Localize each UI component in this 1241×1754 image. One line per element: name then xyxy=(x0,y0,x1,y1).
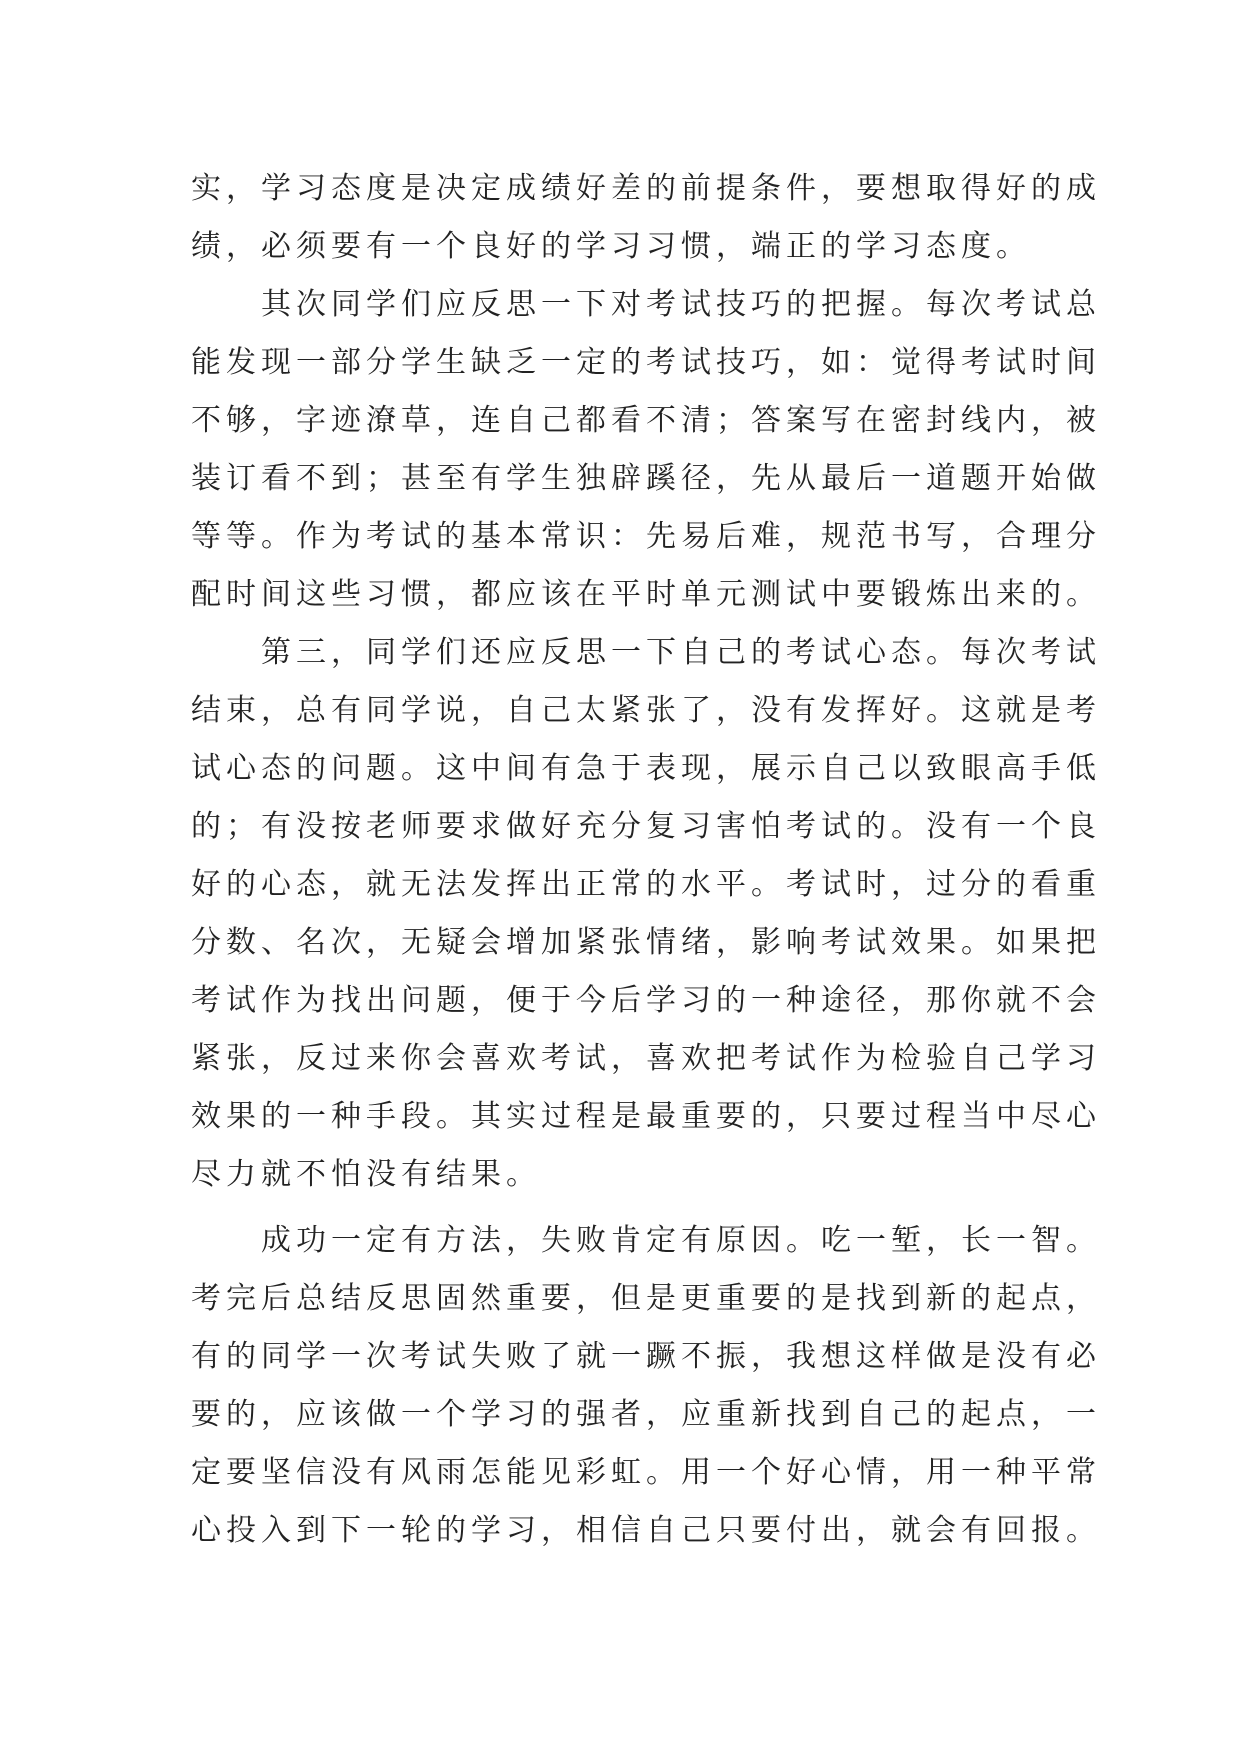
text-line: 试心态的问题。这中间有急于表现，展示自己以致眼高手低 xyxy=(191,751,1101,786)
text-line: 其次同学们应反思一下对考试技巧的把握。每次考试总 xyxy=(191,287,1101,322)
text-line: 的；有没按老师要求做好充分复习害怕考试的。没有一个良 xyxy=(191,809,1101,844)
text-line: 紧张，反过来你会喜欢考试，喜欢把考试作为检验自己学习 xyxy=(191,1041,1101,1076)
text-line: 心投入到下一轮的学习，相信自己只要付出，就会有回报。 xyxy=(191,1513,1101,1548)
text-line: 考完后总结反思固然重要，但是更重要的是找到新的起点， xyxy=(191,1281,1101,1316)
text-line: 配时间这些习惯，都应该在平时单元测试中要锻炼出来的。 xyxy=(191,577,1101,612)
text-line: 考试作为找出问题，便于今后学习的一种途径，那你就不会 xyxy=(191,983,1101,1018)
text-line: 不够，字迹潦草，连自己都看不清；答案写在密封线内，被 xyxy=(191,403,1101,438)
text-line: 第三，同学们还应反思一下自己的考试心态。每次考试 xyxy=(191,635,1101,670)
text-line: 成功一定有方法，失败肯定有原因。吃一堑，长一智。 xyxy=(191,1223,1101,1258)
text-line: 分数、名次，无疑会增加紧张情绪，影响考试效果。如果把 xyxy=(191,925,1101,960)
text-line: 尽力就不怕没有结果。 xyxy=(191,1157,541,1192)
text-line: 定要坚信没有风雨怎能见彩虹。用一个好心情，用一种平常 xyxy=(191,1455,1101,1490)
text-line: 能发现一部分学生缺乏一定的考试技巧，如：觉得考试时间 xyxy=(191,345,1101,380)
text-line: 好的心态，就无法发挥出正常的水平。考试时，过分的看重 xyxy=(191,867,1101,902)
document-body xyxy=(191,160,1101,1560)
text-line: 有的同学一次考试失败了就一蹶不振，我想这样做是没有必 xyxy=(191,1339,1101,1374)
text-line: 实，学习态度是决定成绩好差的前提条件，要想取得好的成 xyxy=(191,171,1101,206)
text-line: 结束，总有同学说，自己太紧张了，没有发挥好。这就是考 xyxy=(191,693,1101,728)
text-line: 效果的一种手段。其实过程是最重要的，只要过程当中尽心 xyxy=(191,1099,1101,1134)
text-line: 要的，应该做一个学习的强者，应重新找到自己的起点，一 xyxy=(191,1397,1101,1432)
text-line: 等等。作为考试的基本常识：先易后难，规范书写，合理分 xyxy=(191,519,1101,554)
text-line: 装订看不到；甚至有学生独辟蹊径，先从最后一道题开始做 xyxy=(191,461,1101,496)
text-line: 绩，必须要有一个良好的学习习惯，端正的学习态度。 xyxy=(191,229,1031,264)
